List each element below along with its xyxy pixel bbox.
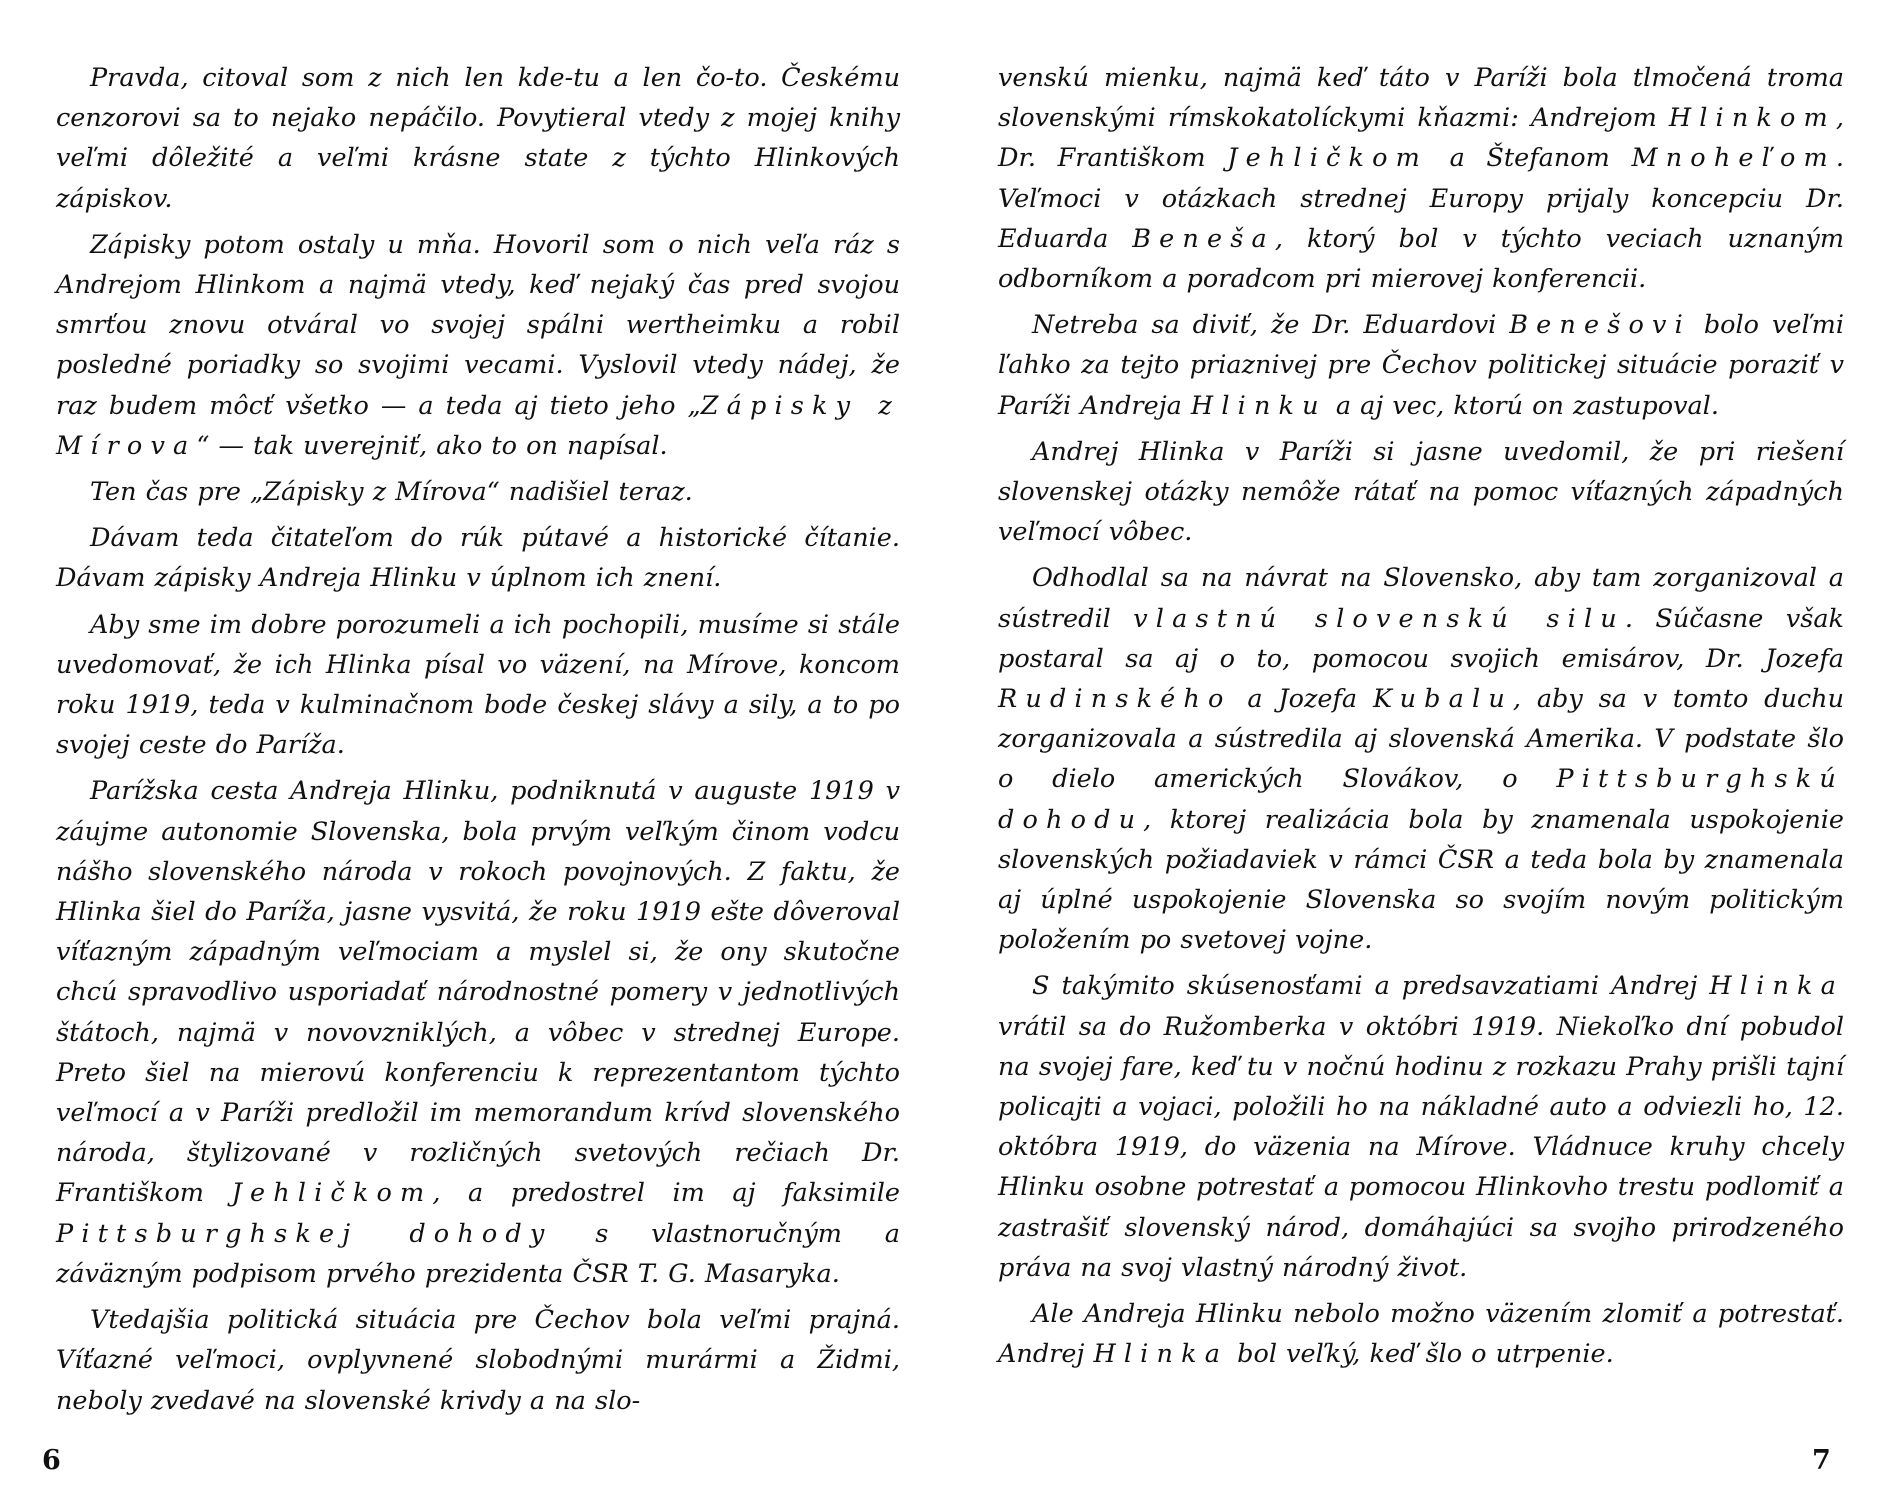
text-run: S takýmito skúsenosťami a predsavzatiami Andrej	[1032, 971, 1710, 1002]
left-page	[56, 58, 900, 1427]
paragraph	[998, 966, 1844, 1288]
paragraph	[56, 605, 900, 766]
text-run: Zápisky potom ostaly u mňa. Hovoril som o nich veľa ráz s Andrejom Hlinkom a najmä vtedy, keď nejaký čas pred svojou smrťou znovu otváral vo svojej spálni wertheimku a robil posledné poriadky so svojimi vecami. Vyslovil vtedy nádej, že raz budem môcť všetko — a teda aj tieto jeho „	[56, 229, 900, 421]
text-run: a Jozefa	[1231, 684, 1373, 715]
paragraph	[56, 771, 900, 1294]
emphasized-name: Rudinského	[998, 684, 1232, 715]
paragraph	[998, 558, 1844, 960]
text-run: Pravda, citoval som z nich len kde-tu a len čo-to. Českému cenzorovi sa to nejako nepáčilo. Povytieral vtedy z mojej knihy veľmi dôležité a veľmi krásne state z týchto Hlinkových zápiskov.	[56, 63, 900, 214]
page-number-right: 7	[1812, 1445, 1831, 1476]
emphasized-name: Hlinkom	[1668, 103, 1836, 134]
text-run: , aby sa v tomto duchu zorganizovala a sústredila aj slovenská Amerika. V podstate šlo o dielo amerických Slovákov, o	[998, 684, 1845, 795]
text-run: , ktorej realizácia bola by znamenala uspokojenie slovenských požiadaviek v rámci ČSR a teda bola by znamenala aj úplné uspokojenie Slovenska so svojím novým politickým položením po svetovej vojne.	[998, 804, 1844, 956]
text-run: bolo veľmi ľahko za tejto priaznivej pre Čechov politickej situácie poraziť v Paríži Andreja	[998, 310, 1845, 421]
text-run: Netreba sa diviť, že Dr. Eduardovi	[1032, 310, 1510, 341]
emphasized-name: Jehličkom	[1227, 143, 1428, 174]
text-run: “ — tak uverejniť, ako to on napísal.	[196, 430, 668, 461]
paragraph	[998, 432, 1844, 553]
emphasized-name: Benešovi	[1509, 310, 1691, 341]
text-run: . Veľmoci v otázkach strednej Europy prijaly koncepciu Dr. Eduarda	[998, 143, 1844, 254]
text-run: Odhodlal sa na návrat na Slovensko, aby tam zorganizoval a sústredil	[998, 563, 1844, 634]
text-run: Parížska cesta Andreja Hlinku, podniknutá v auguste 1919 v záujme autonomie Slovenska, bola prvým veľkým činom vodcu nášho slovenského národa v rokoch povojnových. Z faktu, že Hlinka šiel do Paríža, jasne vysvitá, že roku 1919 ešte dôveroval víťazným západným veľmociam a myslel si, že ony skutočne chcú spravodlivo usporiadať národnostné pomery v jednotlivých štátoch, najmä v novovzniklých, a vôbec v strednej Europe. Preto šiel na mierovú konferenciu k reprezentantom týchto veľmocí a v Paríži predložil im memorandum krívd slovenského národa, štylizované v rozličných svetových rečiach Dr. Františkom	[56, 776, 900, 1209]
right-page	[998, 58, 1844, 1381]
paragraph	[56, 225, 900, 466]
text-run: Ale Andreja Hlinku nebolo možno väzením zlomiť a potrestať. Andrej	[998, 1299, 1844, 1370]
emphasized-name: Hlinku	[1190, 390, 1327, 421]
emphasized-name: Kubalu	[1372, 684, 1513, 715]
text-run: Dávam teda čitateľom do rúk pútavé a historické čítanie. Dávam zápisky Andreja Hlinku v úplnom ich znení.	[56, 523, 900, 594]
emphasized-name: Pittsburghskú dohodu	[998, 764, 1844, 835]
text-run: Aby sme im dobre porozumeli a ich pochopili, musíme si stále uvedomovať, že ich Hlinka písal vo väzení, na Mírove, koncom roku 1919, teda v kulminačnom bode českej slávy a sily, a to po svojej ceste do Paríža.	[56, 609, 900, 761]
paragraph	[56, 518, 900, 598]
emphasized-name: Beneša	[1132, 223, 1275, 254]
paragraph	[56, 472, 900, 512]
paragraph	[56, 58, 900, 219]
text-run: a Štefanom	[1427, 143, 1632, 174]
text-run: , Dr. Františkom	[998, 103, 1844, 174]
emphasized-name: Hlinka	[1093, 1339, 1229, 1370]
emphasized-name: Jehličkom	[231, 1178, 433, 1209]
emphasized-name: Mnoheľom	[1631, 143, 1836, 174]
emphasized-name: Zápisky z Mírova	[56, 390, 900, 461]
text-run: a aj vec, ktorú on zastupoval.	[1326, 390, 1719, 421]
paragraph	[56, 1300, 900, 1421]
text-run: Vtedajšia politická situácia pre Čechov bola veľmi prajná. Víťazné veľmoci, ovplyvnené slobodnými murármi a Židmi, neboly zvedavé na slovenské krivdy a na slo-	[56, 1305, 900, 1416]
paragraph	[998, 1294, 1844, 1374]
text-run: Ten čas pre „Zápisky z Mírova“ nadišiel teraz.	[90, 477, 693, 508]
paragraph	[998, 58, 1844, 299]
emphasized-name: Hlinka	[1709, 971, 1844, 1002]
paragraph	[998, 305, 1844, 426]
text-run: , a predostrel im aj faksimile	[432, 1178, 901, 1209]
text-run: . Súčasne však postaral sa aj o to, pomocou svojich emisárov, Dr. Jozefa	[998, 603, 1844, 674]
text-run: bol veľký, keď šlo o utrpenie.	[1228, 1339, 1614, 1370]
text-run: s vlastnoručným a záväzným podpisom prvého prezidenta ČSR T. G. Masaryka.	[56, 1218, 901, 1289]
text-run: , ktorý bol v týchto veciach uznaným odborníkom a poradcom pri mierovej konferencii.	[998, 223, 1844, 295]
emphasized-name: Pittsburghskej dohody	[56, 1218, 553, 1249]
text-run: Andrej Hlinka v Paríži si jasne uvedomil, že pri riešení slovenskej otázky nemôže rátať na pomoc víťazných západných veľmocí vôbec.	[998, 436, 1844, 548]
text-run: vrátil sa do Ružomberka v októbri 1919. Niekoľko dní pobudol na svojej fare, keď tu v nočnú hodinu z rozkazu Prahy prišli tajní policajti a vojaci, položili ho na nákladné auto a odviezli ho, 12. októbra 1919, do väzenia na Mírove. Vládnuce kruhy chcely Hlinku osobne potrestať a pomocou Hlinkovho trestu podlomiť a zastrašiť slovenský národ, domáhajúci sa svojho prirodzeného práva na svoj vlastný národný život.	[998, 1011, 1844, 1283]
emphasized-name: vlastnú slovenskú silu	[1133, 603, 1625, 634]
page-number-left: 6	[42, 1445, 61, 1476]
text-run: venskú mienku, najmä keď táto v Paríži bola tlmočená troma slovenskými rímskokatolíckymi kňazmi: Andrejom	[998, 63, 1844, 134]
